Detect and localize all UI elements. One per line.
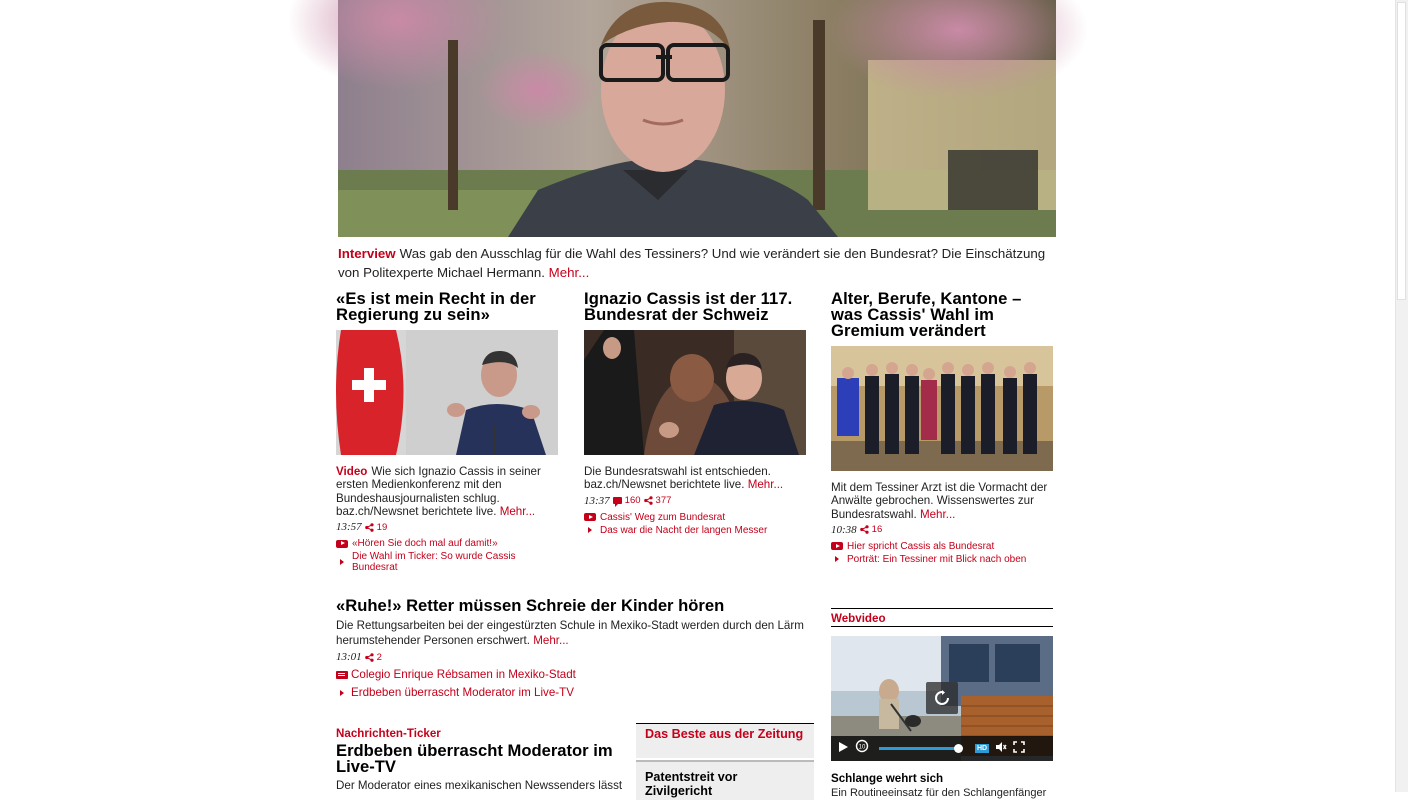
webvideo-text: Ein Routineeinsatz für den Schlangenfänger xyxy=(831,787,1047,799)
related-link[interactable] xyxy=(336,538,558,549)
related-link[interactable] xyxy=(584,512,806,523)
story-body: Die Rettungsarbeiten bei der eingestürzten Schule in Mexiko-Stadt werden durch den Lärm herumstehender Personen erschwert. xyxy=(336,619,804,647)
newspaper-icon xyxy=(336,671,348,679)
related-link[interactable] xyxy=(336,551,558,573)
story-more-link[interactable]: Mehr... xyxy=(533,633,569,647)
teaser-shares-2[interactable]: 377 xyxy=(655,495,672,507)
ticker-text: Der Moderator eines mexikanischen Newssenders lässt xyxy=(336,779,623,792)
story-title[interactable]: «Ruhe!» Retter müssen Schreie der Kinder hören xyxy=(336,596,725,615)
progress-knob[interactable] xyxy=(954,744,963,753)
teaser-image-3[interactable] xyxy=(831,346,1053,471)
teaser-title-2[interactable]: Ignazio Cassis ist der 117. Bundesrat der Schweiz xyxy=(584,289,793,324)
related-text[interactable]: Hier spricht Cassis als Bundesrat xyxy=(847,540,995,552)
arrow-icon xyxy=(340,559,344,565)
best-of-header: Das Beste aus der Zeitung xyxy=(636,723,814,758)
teaser-shares-3[interactable]: 16 xyxy=(871,524,883,536)
hero-kicker: Interview xyxy=(338,246,396,261)
story-text xyxy=(336,619,816,648)
teaser-meta-3 xyxy=(831,524,1053,536)
teaser-column-3 xyxy=(831,291,1053,565)
hero-more-link[interactable]: Mehr... xyxy=(548,265,590,280)
hero-lead-text: Was gab den Ausschlag für die Wahl des Tessiners? Und wie verändert sie den Bundesrat? Die Einschätzung von Politexperte Michael Hermann. xyxy=(338,246,1046,280)
related-text[interactable]: Porträt: Ein Tessiner mit Blick nach oben xyxy=(847,553,1027,565)
arrow-icon xyxy=(588,527,592,533)
story-related-link[interactable] xyxy=(336,686,816,699)
teaser-meta-2 xyxy=(584,495,806,507)
hero-lead xyxy=(338,244,1048,282)
related-link[interactable] xyxy=(584,525,806,536)
teaser-time-1: 13:57 xyxy=(336,521,362,534)
teaser-body-3: Mit dem Tessiner Arzt ist die Vormacht der Anwälte gebrochen. Wissenswertes zur Bundesratswahl. xyxy=(831,481,1048,521)
teaser-more-link-1[interactable]: Mehr... xyxy=(499,504,536,518)
story-ruhe xyxy=(336,597,816,699)
arrow-icon xyxy=(835,556,839,562)
teaser-text-1 xyxy=(336,465,558,518)
arrow-icon xyxy=(340,690,344,696)
teaser-body-1: Wie sich Ignazio Cassis in seiner ersten Medienkonferenz mit den Bundeshausjournalisten schlug. baz.ch/Newsnet berichtete live. xyxy=(336,465,541,518)
share-icon[interactable] xyxy=(365,523,374,532)
teaser-time-2: 13:37 xyxy=(584,494,610,507)
related-text[interactable]: Cassis' Weg zum Bundesrat xyxy=(600,511,726,523)
teaser-time-3: 10:38 xyxy=(831,523,857,536)
teaser-column-1 xyxy=(336,291,558,573)
related-text[interactable]: Das war die Nacht der langen Messer xyxy=(600,524,768,536)
video-controls xyxy=(831,736,1053,761)
play-icon[interactable] xyxy=(837,740,849,758)
teaser-text-2 xyxy=(584,465,806,492)
story-related-link[interactable] xyxy=(336,668,816,681)
teaser-image-2[interactable] xyxy=(584,330,806,455)
story-time: 13:01 xyxy=(336,651,362,663)
rewind-10-icon[interactable] xyxy=(855,739,869,758)
teaser-comments-2[interactable]: 160 xyxy=(624,495,641,507)
ticker-title[interactable]: Erdbeben überrascht Moderator im Live-TV xyxy=(336,741,613,776)
news-ticker xyxy=(336,727,626,792)
teaser-more-link-3[interactable]: Mehr... xyxy=(919,507,956,521)
youtube-icon xyxy=(584,513,596,521)
related-text[interactable]: Die Wahl im Ticker: So wurde Cassis Bundesrat xyxy=(352,551,516,574)
related-text[interactable]: «Hören Sie doch mal auf damit!» xyxy=(352,538,498,550)
share-icon[interactable] xyxy=(644,496,653,505)
youtube-icon xyxy=(336,540,348,548)
hd-badge[interactable]: HD xyxy=(977,745,988,752)
story-shares[interactable]: 2 xyxy=(376,651,382,663)
best-of-item[interactable]: Patentstreit vor Zivilgericht xyxy=(636,760,814,800)
webvideo-box xyxy=(831,608,1053,799)
replay-button[interactable] xyxy=(926,682,958,714)
teaser-image-1[interactable] xyxy=(336,330,558,455)
teaser-title-1[interactable]: «Es ist mein Recht in der Regierung zu sein» xyxy=(336,289,536,324)
share-icon[interactable] xyxy=(365,653,374,662)
youtube-icon xyxy=(831,542,843,550)
scrollbar-thumb[interactable] xyxy=(1397,2,1406,300)
fullscreen-icon[interactable] xyxy=(1013,740,1025,758)
comment-icon[interactable] xyxy=(613,497,622,504)
webvideo-title[interactable]: Schlange wehrt sich xyxy=(831,772,944,785)
volume-icon[interactable] xyxy=(995,740,1007,758)
teaser-title-3[interactable]: Alter, Berufe, Kantone – was Cassis' Wahl im Gremium verändert xyxy=(831,289,1022,340)
best-of-paper-box xyxy=(636,723,814,800)
ticker-label[interactable]: Nachrichten-Ticker xyxy=(336,727,441,740)
teaser-body-2: Die Bundesratswahl ist entschieden. baz.ch/Newsnet berichtete live. xyxy=(584,465,771,492)
teaser-column-2 xyxy=(584,291,806,536)
svg-text:10: 10 xyxy=(858,744,866,751)
teaser-meta-1 xyxy=(336,521,558,533)
hero-image[interactable] xyxy=(338,0,1056,237)
story-meta xyxy=(336,651,816,663)
teaser-text-3 xyxy=(831,481,1053,521)
video-player[interactable] xyxy=(831,636,1053,761)
related-link[interactable] xyxy=(831,541,1053,552)
teaser-kicker-1: Video xyxy=(336,465,368,478)
story-related-text[interactable]: Erdbeben überrascht Moderator im Live-TV xyxy=(351,686,574,699)
teaser-shares-1[interactable]: 19 xyxy=(376,521,388,533)
share-icon[interactable] xyxy=(860,525,869,534)
teaser-more-link-2[interactable]: Mehr... xyxy=(747,478,784,492)
related-link[interactable] xyxy=(831,554,1053,565)
video-progress-bar[interactable] xyxy=(879,747,959,750)
story-related-text[interactable]: Colegio Enrique Rébsamen in Mexiko-Stadt xyxy=(351,668,576,681)
webvideo-header: Webvideo xyxy=(831,608,1053,627)
